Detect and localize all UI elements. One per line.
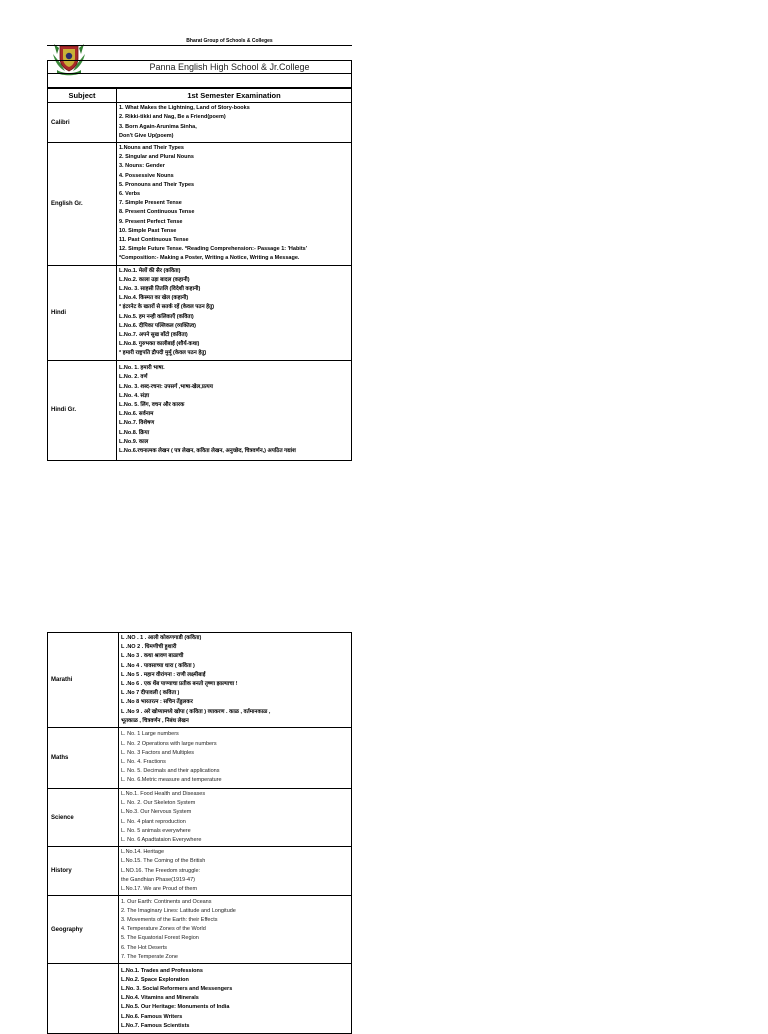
topic-line: 12. Simple Future Tense. *Reading Comprehension:- Passage 1: 'Habits': [119, 246, 308, 253]
topic-line: * हमारी राष्ट्रपति द्रौपदी मुर्मू (केवल पठन हेतु): [119, 350, 207, 357]
topic-line: L.No.4. किस्मत का खेल (कहानी): [119, 295, 189, 302]
institution-name: Bharat Group of Schools & Colleges: [186, 38, 273, 44]
topic-line: 3. Nouns: Gender: [119, 163, 165, 170]
table-row: [48, 847, 352, 896]
topic-line: 5. The Equatorial Forest Region: [121, 935, 199, 942]
topic-line: L.No.9. काल: [119, 438, 149, 445]
topic-line: 7. Simple Present Tense: [119, 200, 182, 207]
topics-cell: [117, 143, 352, 266]
topics-cell: [119, 633, 352, 728]
subject-cell: Maths: [48, 728, 119, 789]
topic-line: L.NO.16. The Freedom struggle:: [121, 867, 201, 874]
topic-line: L.No. 3. Social Reformers and Messengers: [121, 985, 233, 992]
syllabus-table-page-2: [47, 632, 352, 1034]
topic-line: L.No.5. हम नन्ही कलिकाएँ (कविता): [119, 313, 194, 320]
topic-line: L.No.1. Trades and Professions: [121, 967, 203, 974]
topic-line: 2. Singular and Plural Nouns: [119, 154, 194, 161]
topic-line: L .No 9 . अरे खोप्यामध्ये खोपा ( कविता ) व्याकरण . काळ , वर्तमानकाळ ,: [121, 708, 271, 715]
topic-line: L.No.3. Our Nervous System: [121, 809, 192, 816]
topic-line: L. No. 6.Metric measure and temperature: [121, 777, 222, 784]
table-row: [48, 360, 352, 460]
exam-column-header: 1st Semester Examination: [117, 89, 352, 103]
blank-row: [47, 74, 352, 88]
topic-line: 5. Pronouns and Their Types: [119, 181, 195, 188]
school-name: Panna English High School & Jr.College: [149, 62, 310, 72]
topic-line: 6. The Hot Deserts: [121, 944, 168, 951]
subject-cell: Marathi: [48, 633, 119, 728]
topic-line: L.No. 3. साहसी तितलि (विदेशी कहानी): [119, 286, 201, 293]
sheet-page-2: [47, 632, 352, 1034]
topic-line: Don't Give Up(poem): [119, 132, 174, 139]
topic-line: L .No 8 भारतरत्न : सचिन तेंडुलकर: [121, 699, 193, 706]
topic-line: L .No 6 . एक थेंब पाण्याचा प्रतीक बनतो तृष्णा झाल्याचा !: [121, 681, 238, 688]
topics-cell: [119, 847, 352, 896]
topic-line: 4. Temperature Zones of the World: [121, 926, 206, 933]
topic-line: L.No.14. Heritage: [121, 849, 165, 856]
topic-line: 6. Verbs: [119, 191, 141, 198]
topic-line: L. No. 1 Large numbers: [121, 731, 179, 738]
topic-line: 3. Born Again-Arunima Sinha,: [119, 123, 197, 130]
topic-line: 3. Movements of the Earth: their Effects: [121, 916, 218, 923]
topic-line: the Gandhian Phase(1919-47): [121, 876, 195, 883]
topic-line: L .No 3 . कथा श्रावण बाळाची: [121, 653, 184, 660]
sheet-header: [47, 0, 352, 88]
topic-line: 1. Our Earth: Continents and Oceans: [121, 898, 212, 905]
topic-line: L. No. 5 animals everywhere: [121, 827, 191, 834]
topic-line: L. No. 6 Apadtataion Everywhere: [121, 837, 202, 844]
topic-line: 2. Rikki-tikki and Nag, Be a Friend(poem): [119, 114, 226, 121]
subject-cell: Science: [48, 789, 119, 847]
topic-line: 1. What Makes the Lightning, Land of Story-books: [119, 105, 250, 112]
topics-cell: [119, 728, 352, 789]
subject-cell: English Gr.: [48, 143, 117, 266]
table-row: [48, 633, 352, 728]
subject-cell: Hindi: [48, 265, 117, 360]
topic-line: 1.Nouns and Their Types: [119, 145, 184, 151]
topics-cell: [119, 964, 352, 1034]
topic-line: L.No.6. Famous Writers: [121, 1013, 183, 1020]
topic-line: L.No.4. Vitamins and Minerals: [121, 995, 199, 1002]
topic-line: L.No.15. The Coming of the British: [121, 858, 206, 865]
topic-line: L .NO . 1 . आली कोकणगाडी (कविता): [121, 635, 202, 641]
topic-line: L. No. 4 plant reproduction: [121, 818, 186, 825]
topics-cell: [119, 789, 352, 847]
topic-line: L. No. 5. Decimals and their applications: [121, 768, 220, 775]
topic-line: L.No.8. क्रिया: [119, 429, 150, 436]
subject-cell: Hindi Gr.: [48, 360, 117, 460]
subject-cell: Calibri: [48, 103, 117, 143]
topic-line: 4. Possessive Nouns: [119, 172, 174, 179]
topic-line: L. No. 4. Fractions: [121, 759, 166, 766]
table-row: [48, 728, 352, 789]
topics-cell: [119, 896, 352, 964]
table-row: [48, 143, 352, 266]
topic-line: 2. The Imaginary Lines: Latitude and Longitude: [121, 907, 236, 914]
topic-line: 10. Simple Past Tense: [119, 227, 177, 234]
topics-cell: [117, 265, 352, 360]
topic-line: L .No 4 . पावसाच्या धारा ( कविता ): [121, 662, 195, 669]
topic-line: L.No. 3. शब्द-रचना: उपसर्ग ,भाषा-खेल,प्रत्यय: [119, 383, 213, 390]
topic-line: L.No.17. We are Proud of them: [121, 886, 198, 893]
subject-column-header: Subject: [48, 89, 117, 103]
topic-line: भूतकाळ , चित्रवर्णन , निबंध लेखन: [121, 717, 189, 724]
topic-line: L.No. 1. हमारी भाषा.: [119, 365, 165, 372]
topic-line: L .No 7 दीपावली ( कविता ): [121, 690, 180, 697]
topic-line: 7. The Temperate Zone: [121, 953, 178, 960]
topic-line: L. No. 2 Operations with large numbers: [121, 740, 217, 747]
topic-line: L.No.5. Our Heritage: Monuments of India: [121, 1004, 230, 1011]
sheet-page-1: [47, 0, 352, 461]
subject-cell: [48, 964, 119, 1034]
table-row: [48, 265, 352, 360]
topic-line: *Composition:- Making a Poster, Writing a Notice, Writing a Message.: [119, 255, 300, 262]
topic-line: L.No.8. गुरुभक्त कालीबाई (शौर्य-कथा): [119, 341, 200, 348]
table-row: [48, 789, 352, 847]
topic-line: L.No.7. अपने सुख बाँटो (कविता): [119, 332, 188, 339]
topic-line: L .NO 2 . धिमणीची हुशारी: [121, 644, 177, 651]
syllabus-table-page-1: [47, 88, 352, 461]
topic-line: L. No. 3 Factors and Multiples: [121, 749, 195, 756]
subject-cell: History: [48, 847, 119, 896]
topic-line: L.No.6. सर्वनाम: [119, 411, 154, 418]
topic-line: L.No.6. दीपिका पल्लिकल (व्यक्तित्व): [119, 322, 196, 329]
topic-line: L. No. 2. Our Skeleton System: [121, 800, 196, 807]
topic-line: L .No 5 . महान वीरांगना : राणी लक्ष्मीबाई: [121, 671, 206, 678]
topic-line: L.No.7. विशेषण: [119, 420, 155, 427]
topic-line: L.No.1. मेलों की सैर (कविता): [119, 267, 181, 274]
header-divider: [47, 45, 352, 46]
topics-cell: [117, 103, 352, 143]
table-header-row: [48, 89, 352, 103]
topic-line: L.No.1. Food Health and Diseases: [121, 791, 206, 798]
table-row: [48, 103, 352, 143]
table-row: [48, 896, 352, 964]
topic-line: L.No. 4. संज्ञा: [119, 392, 150, 399]
topic-line: L.No.6.रचनात्मक लेखन ( पत्र लेखन, कविता लेखन, अनुच्छेद, चित्रवर्णन,) अपठित गद्यांश: [119, 447, 296, 454]
topic-line: L.No. 5. लिंग, वचन और कारक: [119, 401, 185, 408]
table-row: [48, 964, 352, 1034]
topic-line: L.No.2. काला उड़ा बादल (कहानी): [119, 276, 190, 283]
topic-line: L.No.2. Space Exploration: [121, 976, 189, 983]
topic-line: 11. Past Continuous Tense: [119, 237, 189, 244]
topic-line: 8. Present Continuous Tense: [119, 209, 195, 216]
topic-line: L.No. 2. वर्ण: [119, 374, 148, 381]
topic-line: 9. Present Perfect Tense: [119, 218, 183, 225]
topics-cell: [117, 360, 352, 460]
subject-cell: Geography: [48, 896, 119, 964]
topic-line: * इंटरनेट के खतरों से सतर्क रहें (केवल पठन हेतु): [119, 304, 215, 311]
topic-line: L.No.7. Famous Scientists: [121, 1022, 190, 1029]
